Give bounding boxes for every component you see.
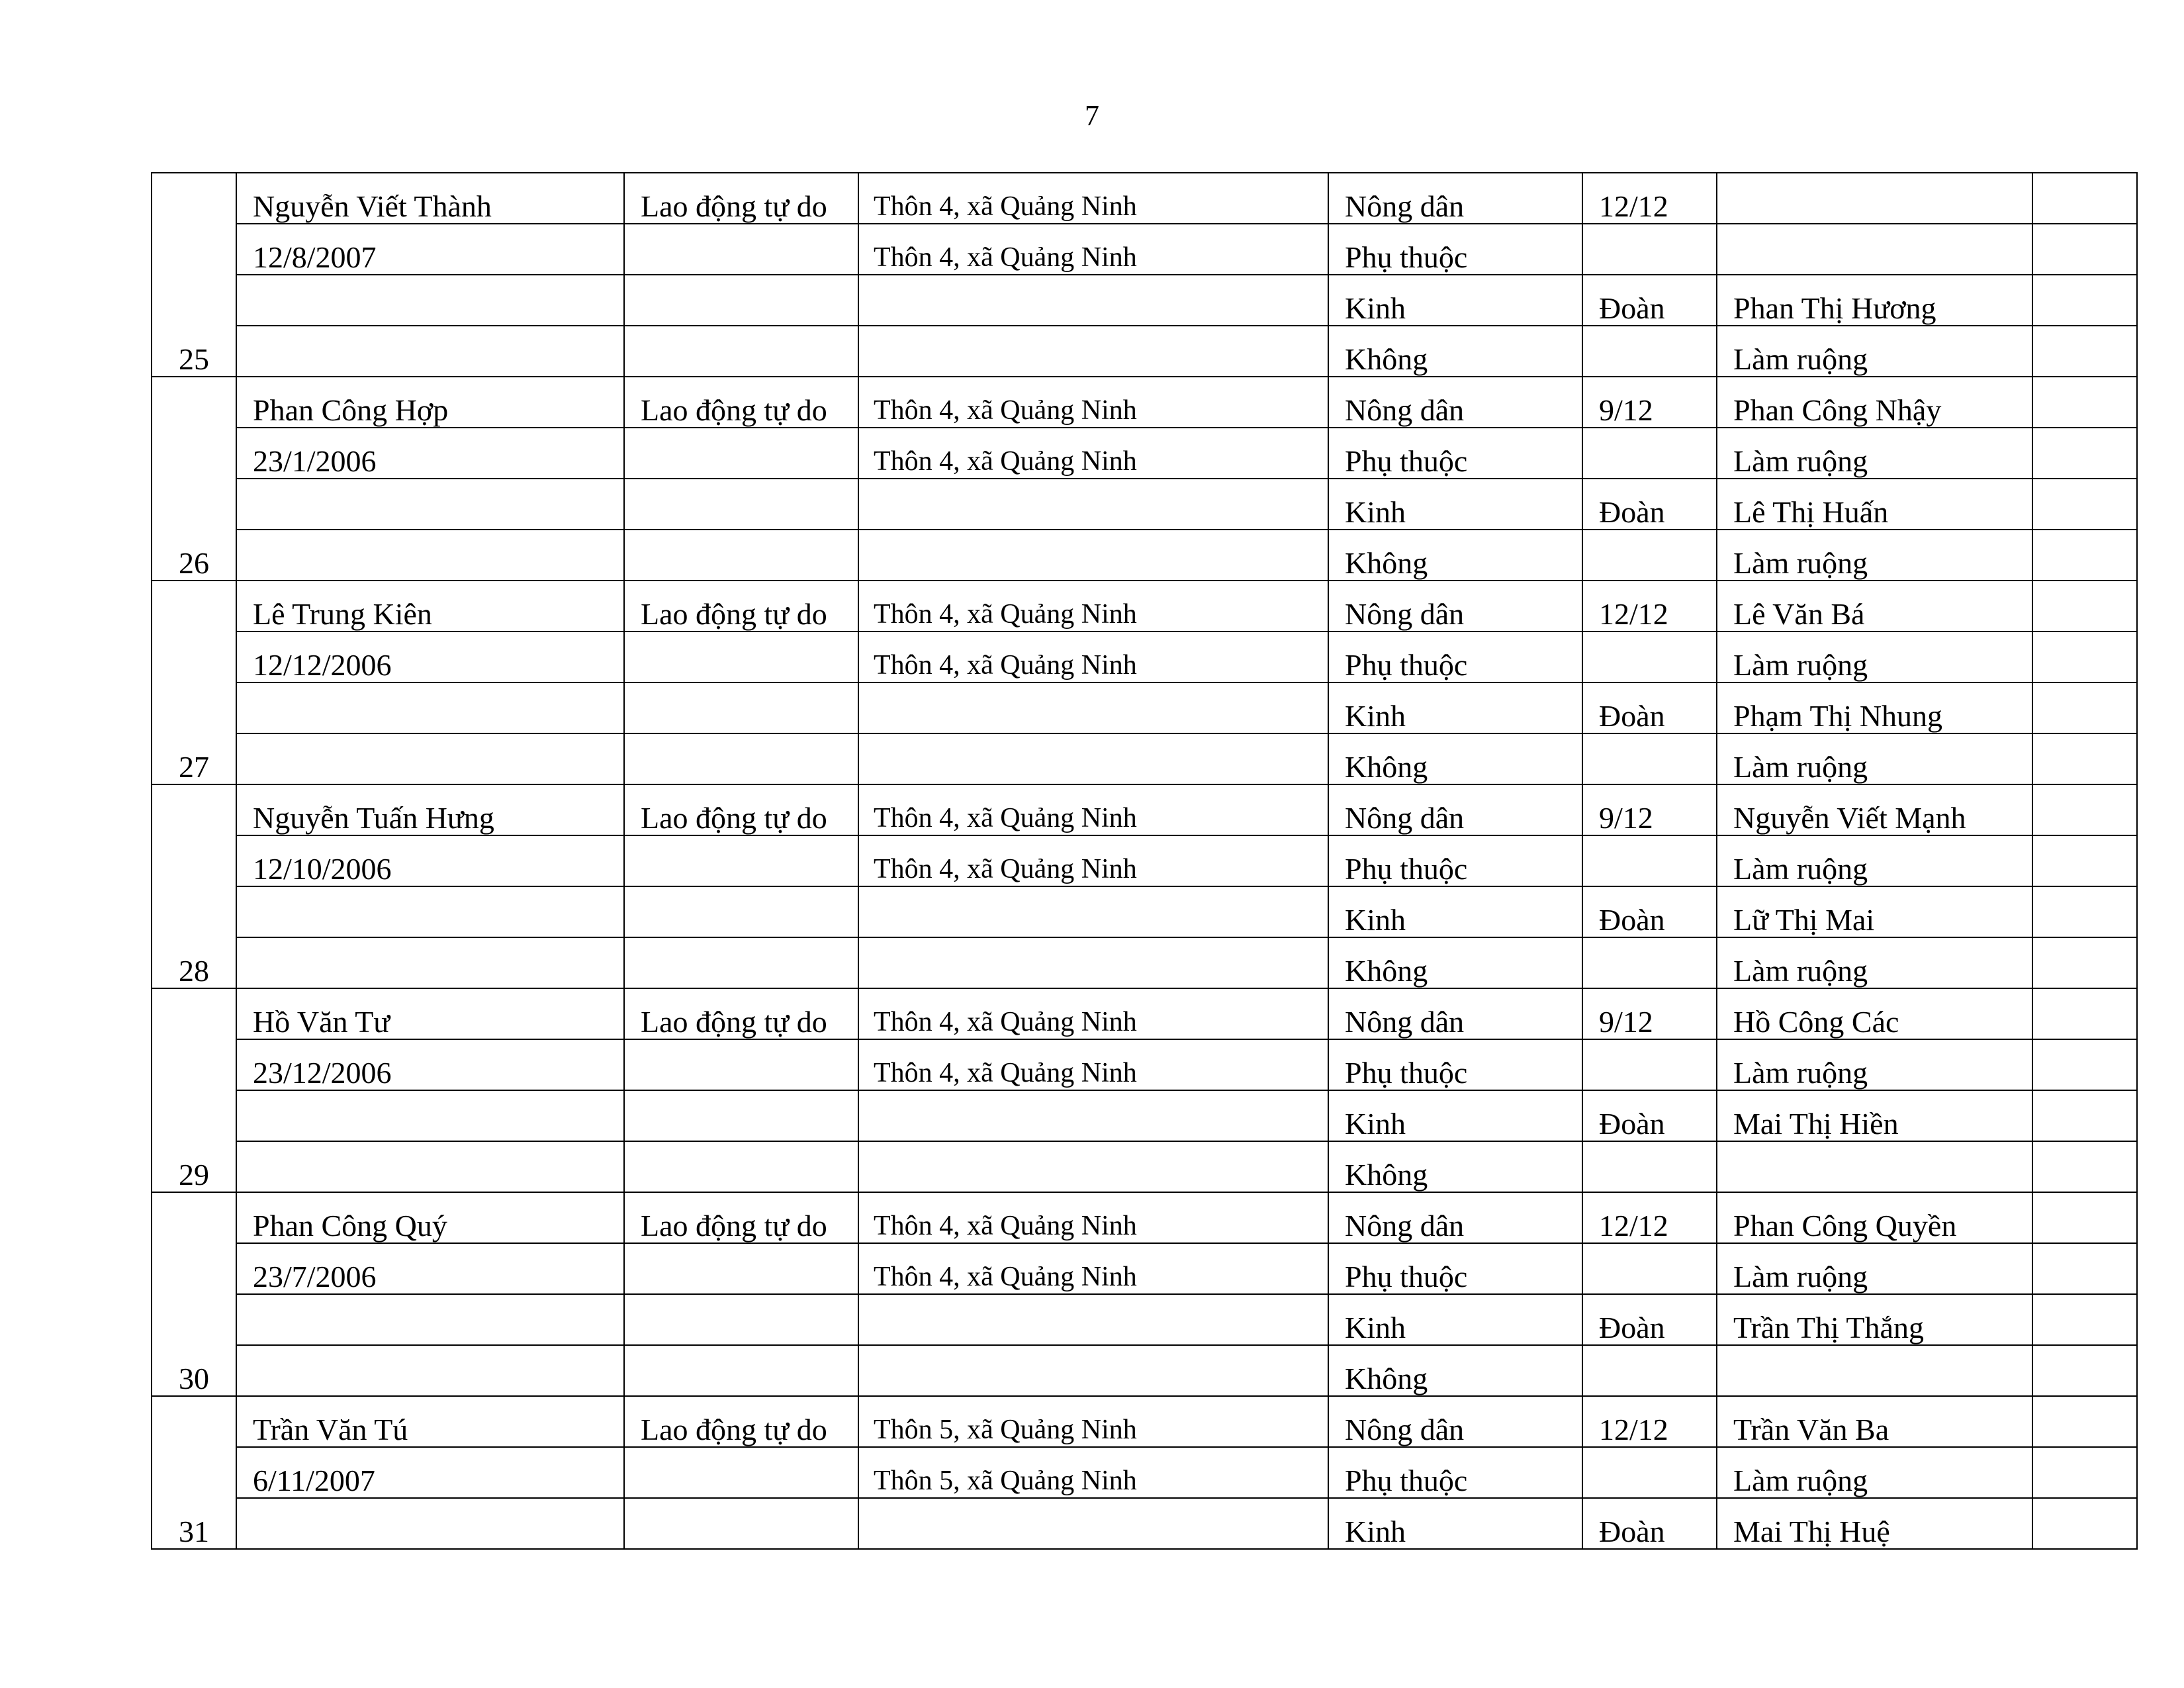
name-dob-cell: 23/1/2006 (236, 428, 624, 479)
education-cell (1582, 1447, 1717, 1498)
table-row (152, 988, 2137, 1039)
education-cell (1582, 1039, 1717, 1090)
address-cell (858, 733, 1328, 784)
address-cell: Thôn 4, xã Quảng Ninh (858, 377, 1328, 428)
status-cell: Nông dân (1328, 173, 1582, 224)
name-dob-cell (236, 1294, 624, 1345)
occupation-cell: Lao động tự do (624, 988, 858, 1039)
education-cell: 12/12 (1582, 1192, 1717, 1243)
name-dob-cell (236, 1345, 624, 1396)
notes-cell (2032, 1396, 2137, 1447)
parent-info-cell (1717, 1345, 2032, 1396)
record-number: 26 (152, 377, 236, 581)
notes-cell (2032, 428, 2137, 479)
occupation-cell (624, 1039, 858, 1090)
notes-cell (2032, 835, 2137, 886)
address-cell (858, 1141, 1328, 1192)
parent-info-cell: Phan Thị Hương (1717, 275, 2032, 326)
table-row (152, 1498, 2137, 1549)
parent-info-cell: Làm ruộng (1717, 1243, 2032, 1294)
address-cell: Thôn 4, xã Quảng Ninh (858, 428, 1328, 479)
occupation-cell (624, 479, 858, 530)
notes-cell (2032, 326, 2137, 377)
address-cell: Thôn 4, xã Quảng Ninh (858, 224, 1328, 275)
status-cell: Kinh (1328, 1090, 1582, 1141)
parent-info-cell: Làm ruộng (1717, 1447, 2032, 1498)
status-cell: Không (1328, 937, 1582, 988)
table-row (152, 530, 2137, 581)
name-dob-cell: Lê Trung Kiên (236, 581, 624, 632)
address-cell (858, 1090, 1328, 1141)
name-dob-cell: 23/12/2006 (236, 1039, 624, 1090)
parent-info-cell: Phạm Thị Nhung (1717, 682, 2032, 733)
parent-info-cell: Lữ Thị Mai (1717, 886, 2032, 937)
parent-info-cell: Nguyễn Viết Mạnh (1717, 784, 2032, 835)
occupation-cell (624, 1345, 858, 1396)
table-row (152, 1345, 2137, 1396)
parent-info-cell: Phan Công Quyền (1717, 1192, 2032, 1243)
notes-cell (2032, 937, 2137, 988)
occupation-cell (624, 733, 858, 784)
status-cell: Phụ thuộc (1328, 428, 1582, 479)
address-cell: Thôn 4, xã Quảng Ninh (858, 835, 1328, 886)
notes-cell (2032, 733, 2137, 784)
education-cell (1582, 733, 1717, 784)
name-dob-cell: Nguyễn Viết Thành (236, 173, 624, 224)
education-cell (1582, 428, 1717, 479)
table-row (152, 479, 2137, 530)
address-cell: Thôn 4, xã Quảng Ninh (858, 1192, 1328, 1243)
notes-cell (2032, 581, 2137, 632)
status-cell: Nông dân (1328, 784, 1582, 835)
table-row (152, 682, 2137, 733)
name-dob-cell: Nguyễn Tuấn Hưng (236, 784, 624, 835)
table-row (152, 1090, 2137, 1141)
name-dob-cell (236, 1498, 624, 1549)
notes-cell (2032, 988, 2137, 1039)
education-cell: Đoàn (1582, 1294, 1717, 1345)
parent-info-cell (1717, 224, 2032, 275)
notes-cell (2032, 682, 2137, 733)
status-cell: Không (1328, 733, 1582, 784)
table-row (152, 733, 2137, 784)
table-row (152, 377, 2137, 428)
address-cell: Thôn 4, xã Quảng Ninh (858, 581, 1328, 632)
occupation-cell (624, 224, 858, 275)
notes-cell (2032, 1294, 2137, 1345)
name-dob-cell (236, 275, 624, 326)
address-cell (858, 530, 1328, 581)
education-cell (1582, 632, 1717, 682)
parent-info-cell: Làm ruộng (1717, 428, 2032, 479)
notes-cell (2032, 1192, 2137, 1243)
table-row (152, 1039, 2137, 1090)
notes-cell (2032, 1243, 2137, 1294)
records-table (151, 172, 2138, 1550)
education-cell (1582, 937, 1717, 988)
address-cell: Thôn 5, xã Quảng Ninh (858, 1447, 1328, 1498)
address-cell: Thôn 4, xã Quảng Ninh (858, 1039, 1328, 1090)
status-cell: Phụ thuộc (1328, 835, 1582, 886)
name-dob-cell (236, 1141, 624, 1192)
address-cell: Thôn 4, xã Quảng Ninh (858, 1243, 1328, 1294)
name-dob-cell: Phan Công Hợp (236, 377, 624, 428)
education-cell: 9/12 (1582, 988, 1717, 1039)
table-row (152, 1294, 2137, 1345)
name-dob-cell (236, 886, 624, 937)
table-row (152, 835, 2137, 886)
status-cell: Không (1328, 1141, 1582, 1192)
education-cell: Đoàn (1582, 1090, 1717, 1141)
record-number: 30 (152, 1192, 236, 1396)
education-cell: Đoàn (1582, 886, 1717, 937)
name-dob-cell: 6/11/2007 (236, 1447, 624, 1498)
address-cell (858, 479, 1328, 530)
occupation-cell (624, 682, 858, 733)
table-row (152, 428, 2137, 479)
record-number: 29 (152, 988, 236, 1192)
name-dob-cell (236, 937, 624, 988)
table-row (152, 1141, 2137, 1192)
parent-info-cell (1717, 173, 2032, 224)
address-cell: Thôn 4, xã Quảng Ninh (858, 173, 1328, 224)
status-cell: Phụ thuộc (1328, 632, 1582, 682)
education-cell: Đoàn (1582, 1498, 1717, 1549)
education-cell: 9/12 (1582, 784, 1717, 835)
table-row (152, 1396, 2137, 1447)
table-row (152, 1243, 2137, 1294)
notes-cell (2032, 479, 2137, 530)
name-dob-cell: Hồ Văn Tư (236, 988, 624, 1039)
notes-cell (2032, 530, 2137, 581)
occupation-cell (624, 1294, 858, 1345)
address-cell: Thôn 5, xã Quảng Ninh (858, 1396, 1328, 1447)
notes-cell (2032, 1141, 2137, 1192)
notes-cell (2032, 784, 2137, 835)
education-cell (1582, 224, 1717, 275)
occupation-cell: Lao động tự do (624, 377, 858, 428)
occupation-cell (624, 632, 858, 682)
table-row (152, 937, 2137, 988)
notes-cell (2032, 224, 2137, 275)
address-cell (858, 1345, 1328, 1396)
occupation-cell: Lao động tự do (624, 173, 858, 224)
record-number: 31 (152, 1396, 236, 1549)
records-body (152, 173, 2137, 1549)
table-row (152, 224, 2137, 275)
address-cell (858, 326, 1328, 377)
address-cell: Thôn 4, xã Quảng Ninh (858, 632, 1328, 682)
status-cell: Nông dân (1328, 1192, 1582, 1243)
address-cell (858, 937, 1328, 988)
status-cell: Kinh (1328, 1294, 1582, 1345)
name-dob-cell (236, 733, 624, 784)
parent-info-cell: Lê Văn Bá (1717, 581, 2032, 632)
education-cell: 12/12 (1582, 173, 1717, 224)
status-cell: Nông dân (1328, 1396, 1582, 1447)
education-cell (1582, 1345, 1717, 1396)
education-cell (1582, 1243, 1717, 1294)
parent-info-cell: Phan Công Nhậy (1717, 377, 2032, 428)
status-cell: Kinh (1328, 1498, 1582, 1549)
parent-info-cell: Lê Thị Huấn (1717, 479, 2032, 530)
status-cell: Kinh (1328, 275, 1582, 326)
occupation-cell (624, 1141, 858, 1192)
notes-cell (2032, 1447, 2137, 1498)
name-dob-cell: 12/12/2006 (236, 632, 624, 682)
notes-cell (2032, 377, 2137, 428)
table-row (152, 275, 2137, 326)
status-cell: Phụ thuộc (1328, 1243, 1582, 1294)
notes-cell (2032, 275, 2137, 326)
table-row (152, 1192, 2137, 1243)
name-dob-cell (236, 1090, 624, 1141)
address-cell (858, 1294, 1328, 1345)
address-cell (858, 1498, 1328, 1549)
education-cell: Đoàn (1582, 479, 1717, 530)
table-row (152, 886, 2137, 937)
parent-info-cell: Hồ Công Các (1717, 988, 2032, 1039)
status-cell: Phụ thuộc (1328, 1039, 1582, 1090)
name-dob-cell (236, 682, 624, 733)
education-cell: Đoàn (1582, 275, 1717, 326)
parent-info-cell (1717, 1141, 2032, 1192)
parent-info-cell: Làm ruộng (1717, 937, 2032, 988)
occupation-cell: Lao động tự do (624, 784, 858, 835)
notes-cell (2032, 1498, 2137, 1549)
record-number: 25 (152, 173, 236, 377)
notes-cell (2032, 1090, 2137, 1141)
table-row (152, 784, 2137, 835)
education-cell (1582, 835, 1717, 886)
occupation-cell (624, 530, 858, 581)
education-cell (1582, 1141, 1717, 1192)
occupation-cell (624, 835, 858, 886)
occupation-cell (624, 1498, 858, 1549)
page-number: 7 (1085, 99, 1099, 132)
occupation-cell: Lao động tự do (624, 1396, 858, 1447)
education-cell: 12/12 (1582, 1396, 1717, 1447)
status-cell: Kinh (1328, 479, 1582, 530)
occupation-cell (624, 1243, 858, 1294)
notes-cell (2032, 173, 2137, 224)
table-row (152, 173, 2137, 224)
name-dob-cell: Phan Công Quý (236, 1192, 624, 1243)
table-row (152, 1447, 2137, 1498)
address-cell (858, 886, 1328, 937)
education-cell (1582, 530, 1717, 581)
parent-info-cell: Làm ruộng (1717, 326, 2032, 377)
status-cell: Kinh (1328, 886, 1582, 937)
name-dob-cell (236, 479, 624, 530)
name-dob-cell (236, 326, 624, 377)
status-cell: Không (1328, 1345, 1582, 1396)
parent-info-cell: Làm ruộng (1717, 632, 2032, 682)
occupation-cell (624, 1447, 858, 1498)
address-cell (858, 682, 1328, 733)
parent-info-cell: Mai Thị Huệ (1717, 1498, 2032, 1549)
parent-info-cell: Trần Thị Thắng (1717, 1294, 2032, 1345)
occupation-cell (624, 937, 858, 988)
parent-info-cell: Trần Văn Ba (1717, 1396, 2032, 1447)
notes-cell (2032, 632, 2137, 682)
status-cell: Kinh (1328, 682, 1582, 733)
education-cell: 9/12 (1582, 377, 1717, 428)
occupation-cell (624, 275, 858, 326)
table-row (152, 581, 2137, 632)
status-cell: Phụ thuộc (1328, 1447, 1582, 1498)
occupation-cell: Lao động tự do (624, 1192, 858, 1243)
address-cell: Thôn 4, xã Quảng Ninh (858, 784, 1328, 835)
status-cell: Không (1328, 326, 1582, 377)
occupation-cell (624, 1090, 858, 1141)
status-cell: Phụ thuộc (1328, 224, 1582, 275)
name-dob-cell: 23/7/2006 (236, 1243, 624, 1294)
status-cell: Nông dân (1328, 988, 1582, 1039)
occupation-cell (624, 886, 858, 937)
notes-cell (2032, 1039, 2137, 1090)
name-dob-cell: Trần Văn Tú (236, 1396, 624, 1447)
education-cell: Đoàn (1582, 682, 1717, 733)
parent-info-cell: Làm ruộng (1717, 835, 2032, 886)
name-dob-cell (236, 530, 624, 581)
notes-cell (2032, 886, 2137, 937)
address-cell: Thôn 4, xã Quảng Ninh (858, 988, 1328, 1039)
education-cell: 12/12 (1582, 581, 1717, 632)
name-dob-cell: 12/8/2007 (236, 224, 624, 275)
parent-info-cell: Làm ruộng (1717, 530, 2032, 581)
parent-info-cell: Mai Thị Hiền (1717, 1090, 2032, 1141)
occupation-cell: Lao động tự do (624, 581, 858, 632)
education-cell (1582, 326, 1717, 377)
record-number: 27 (152, 581, 236, 784)
record-number: 28 (152, 784, 236, 988)
notes-cell (2032, 1345, 2137, 1396)
parent-info-cell: Làm ruộng (1717, 1039, 2032, 1090)
name-dob-cell: 12/10/2006 (236, 835, 624, 886)
table-row (152, 632, 2137, 682)
occupation-cell (624, 326, 858, 377)
status-cell: Không (1328, 530, 1582, 581)
table-row (152, 326, 2137, 377)
parent-info-cell: Làm ruộng (1717, 733, 2032, 784)
status-cell: Nông dân (1328, 581, 1582, 632)
address-cell (858, 275, 1328, 326)
occupation-cell (624, 428, 858, 479)
status-cell: Nông dân (1328, 377, 1582, 428)
